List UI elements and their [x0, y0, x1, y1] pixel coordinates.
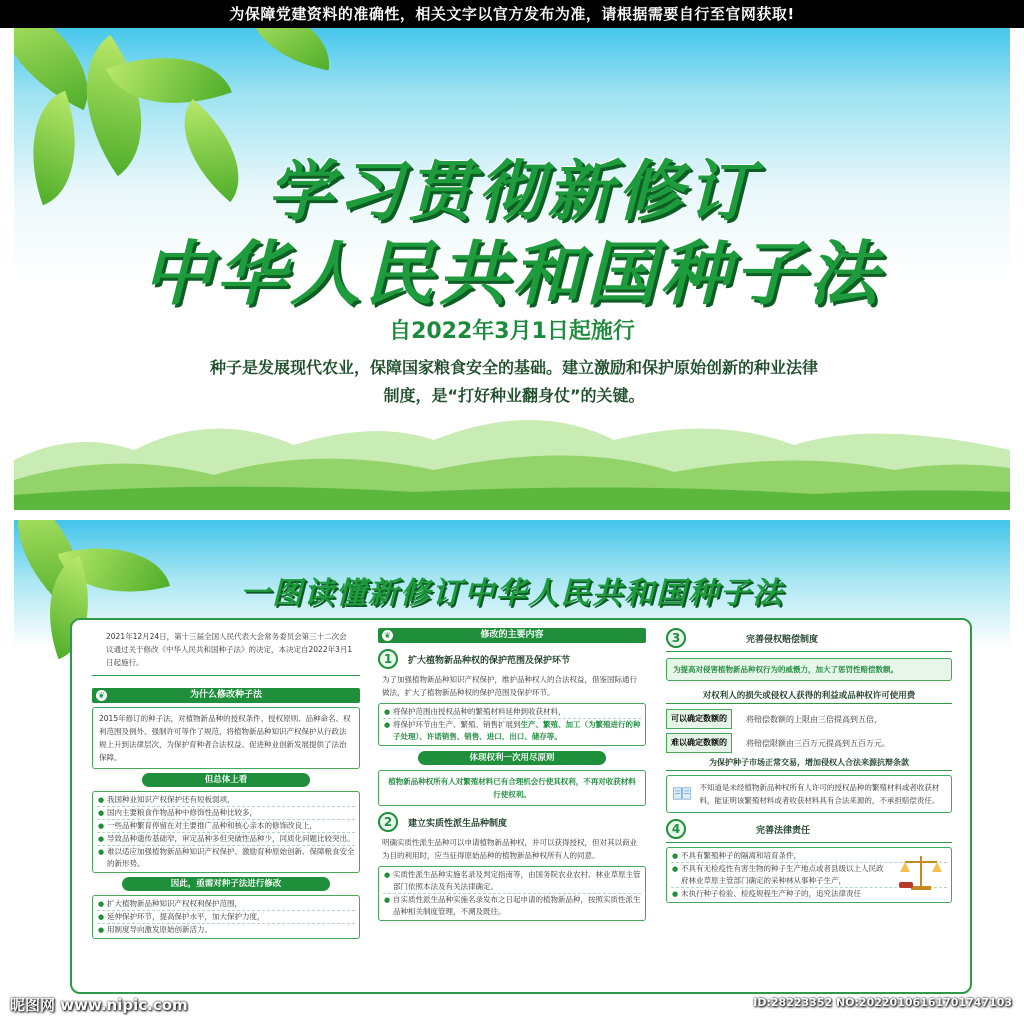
banner-title-line2: 中华人民共和国种子法 — [142, 233, 882, 315]
item2-heading — [378, 812, 646, 832]
list-item: ● 不具有繁殖种子的隔离和培育条件， — [671, 850, 947, 862]
effective-date: 自2022年3月1日起施行 — [389, 319, 635, 344]
leaf-icon: ❦ — [96, 690, 107, 701]
top-notice-bar: 为保障党建资料的准确性，相关文字以官方发布为准，请根据需要自行至官网获取! — [0, 0, 1024, 28]
list-item: ● 一些品种繁育停留在对主要推广品种和核心亲本的修饰改良上， — [97, 819, 355, 832]
market-box — [666, 775, 952, 813]
why-header-label: 为什么修改种子法 — [189, 690, 262, 700]
item1-bullets — [378, 703, 646, 746]
right-column — [666, 628, 952, 903]
middle-column — [378, 628, 646, 921]
item1-heading — [378, 649, 646, 669]
list-item: ● 导致品种遗传基础窄，审定品种多但突破性品种少，同质化问题比较突出。 — [97, 832, 355, 845]
list-item: ● 我国种业知识产权保护还有短板弱项， — [97, 794, 355, 806]
item3-title: 完善侵权赔偿制度 — [746, 634, 819, 645]
comp-row-label: 难以确定数额的 — [666, 733, 732, 753]
item3-text-b: 加大了惩罚性赔偿数额。 — [815, 665, 898, 674]
intro-quote: 2021年12月24日，第十三届全国人民代表大会常务委员会第三十二次会议通过关于修改《中华人民共和国种子法》的决定，本决定自2022年3月1日起施行。 — [92, 630, 360, 676]
mountain-decoration — [14, 390, 1010, 510]
watermark-left: 昵图网 www.nipic.com — [10, 996, 188, 1014]
main-content-header — [378, 628, 646, 643]
comp-row — [666, 733, 952, 753]
market-header: 为保护种子市场正常交易，增加侵权人合法来源抗辩条款 — [666, 757, 952, 771]
comp-row — [666, 709, 952, 729]
banner-panel — [14, 28, 1010, 510]
infographic-title: 一图读懂新修订中华人民共和国种子法 — [240, 576, 784, 611]
item1-text: 为了加强植物新品种知识产权保护，维护品种权人的合法权益，借鉴国际通行做法，扩大了植物新品种权的保护范围及保护环节。 — [382, 675, 637, 697]
list-item: ● 用制度导向激发原始创新活力。 — [97, 923, 355, 936]
comp-header: 对权利人的损失或侵权人获得的利益或品种权许可使用费 — [666, 689, 952, 704]
list-item — [383, 718, 641, 743]
item-number: 3 — [666, 628, 686, 648]
leaf-decoration — [240, 28, 338, 70]
principle-text: 植物新品种权所有人对繁殖材料已有合理机会行使其权利，不再对收获材料行使权利。 — [378, 770, 646, 806]
list-item: ● 将保护范围由授权品种的繁殖材料延伸到收获材料， — [383, 706, 641, 718]
list-item: ● 实质性派生品种实施名录及判定指南等，由国务院农业农村、林业草原主管部门依照本法及有关法律确定。 — [383, 869, 641, 893]
item2-title: 建立实质性派生品种制度 — [408, 818, 508, 829]
list-item: ● 不具有无检疫性有害生物的种子生产地点或者县级以上人民政府林业草原主管部门确定的采种林从事种子生产， — [671, 862, 947, 887]
list-item: ● 扩大植物新品种知识产权权利保护范围， — [97, 898, 355, 910]
watermark-right: ID:28223352 NO:20220106161701747103 — [753, 996, 1012, 1009]
intro-line: 制度，是“打好种业翻身仗”的关键。 — [383, 386, 645, 405]
comp-row-text: 将赔偿限额由三百万元提高到五百万元。 — [746, 738, 890, 748]
item2-text: 明确实质性派生品种可以申请植物新品种权，并可以获得授权，但对其以商业为目的利用时，应当征得原始品种的植物新品种权所有人的同意。 — [382, 838, 637, 860]
item4-title: 完善法律责任 — [756, 825, 811, 836]
list-item: ● 自实质性派生品种实施名录发布之日起申请的植物新品种，按照实质性派生品种相关制度管理，不溯及既往。 — [383, 893, 641, 918]
item-number: 1 — [378, 649, 398, 669]
item4-heading — [666, 819, 952, 843]
infographic-board — [70, 618, 972, 994]
item1-title: 扩大植物新品种权的保护范围及保护环节 — [408, 655, 571, 666]
list-item: ● 难以适应加强植物新品种知识产权保护、激励育种原始创新、保障粮食安全的新形势。 — [97, 845, 355, 870]
book-icon — [673, 780, 691, 808]
bullet-highlight: 生产、繁殖、加工（为繁殖进行的种子处理）、许诺销售、销售、进口、出口、储存等。 — [393, 720, 641, 741]
banner-title-line1: 学习贯彻新修订 — [267, 153, 757, 230]
therefore-header: 因此，亟需对种子法进行修改 — [122, 877, 330, 891]
principle-header: 体现权利一次用尽原则 — [418, 751, 606, 765]
item3-heading — [666, 628, 952, 652]
comp-row-label: 可以确定数额的 — [666, 709, 732, 729]
item3-text-a: 为提高对侵害植物新品种权行为的威慑力， — [673, 665, 816, 674]
why-header — [92, 688, 360, 703]
item4-list — [666, 847, 952, 903]
left-column — [92, 630, 360, 939]
bullet-text: 将保护环节由生产、繁殖、销售扩展到 — [393, 720, 521, 729]
main-content-header-label: 修改的主要内容 — [480, 630, 544, 640]
justice-scale-icon — [897, 852, 945, 892]
list-item: ● 延伸保护环节，提高保护水平，加大保护力度， — [97, 910, 355, 923]
intro-line: 种子是发展现代农业，保障国家粮食安全的基础。建立激励和保护原始创新的种业法律 — [209, 358, 818, 377]
overall-list — [92, 791, 360, 873]
item3-text — [666, 658, 952, 681]
leaf-icon: ❦ — [382, 630, 393, 641]
overall-header: 但总体上看 — [142, 773, 310, 787]
why-text: 2015年修订的种子法，对植物新品种的授权条件、授权原则、品种命名、权利范围及例外、强制许可等作了规范，将植物新品种知识产权保护从行政法规上升到法律层次，为保护育种者合法权益、促进种业创新发展提供了法治保障。 — [92, 707, 360, 769]
infographic-panel — [14, 520, 1010, 1010]
market-text: 不知道是未经植物新品种权所有人许可的授权品种的繁殖材料或者收获材料，能证明该繁殖材料或者收获材料具有合法来源的，不承担赔偿责任。 — [699, 783, 940, 805]
item-number: 4 — [666, 819, 686, 839]
list-item: ● 国内主要粮食作物品种中修饰性品种比较多， — [97, 806, 355, 819]
therefore-list — [92, 895, 360, 939]
comp-row-text: 将赔偿数额的上限由三倍提高到五倍， — [746, 714, 882, 724]
item2-bullets — [378, 866, 646, 921]
item-number: 2 — [378, 812, 398, 832]
list-item: ● 未执行种子检验、检疫规程生产种子的，追究法律责任 — [671, 887, 947, 900]
